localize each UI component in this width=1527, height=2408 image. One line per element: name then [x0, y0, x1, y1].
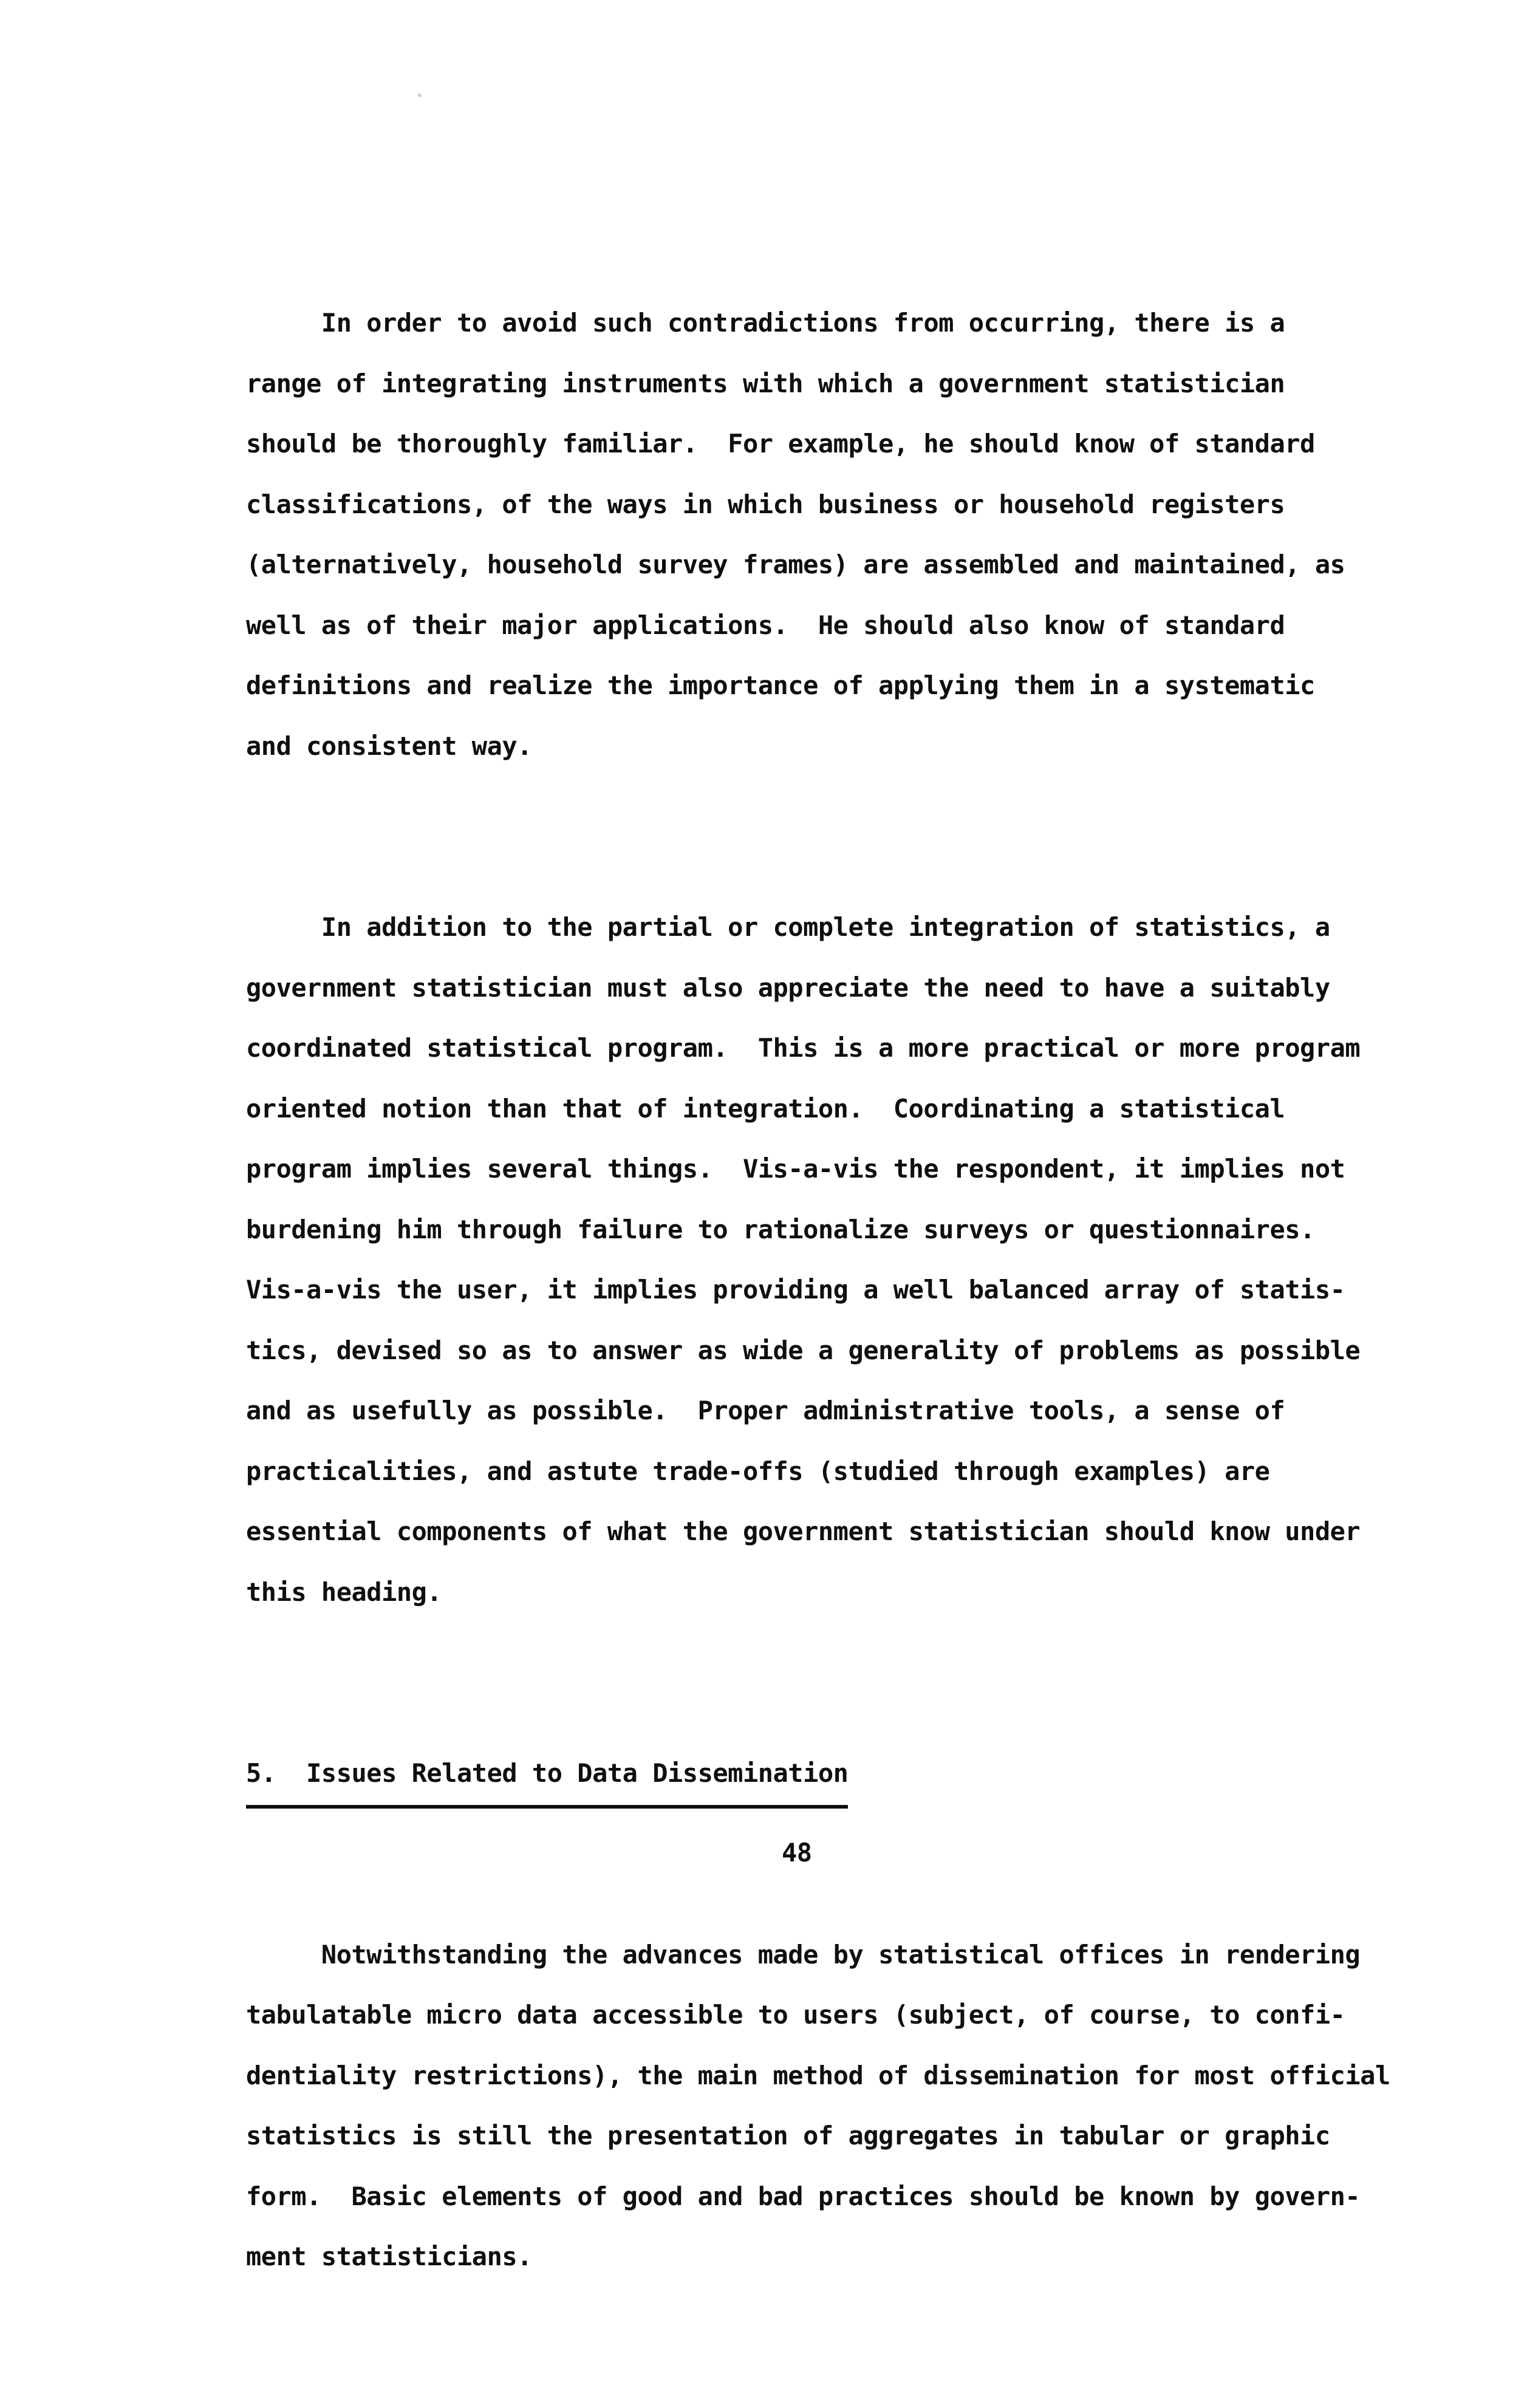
text-line: In order to avoid such contradictions from occurring, there is a	[246, 308, 1285, 338]
text-line: statistics is still the presentation of aggregates in tabular or graphic	[246, 2121, 1330, 2150]
text-line: essential components of what the government statistician should know under	[246, 1516, 1361, 1546]
scan-speck	[418, 94, 422, 97]
text-line: oriented notion than that of integration. Coordinating a statistical	[246, 1093, 1285, 1124]
text-line: form. Basic elements of good and bad practices should be known by govern-	[246, 2181, 1361, 2211]
section-heading	[246, 1743, 1390, 1804]
text-line: burdening him through failure to rationalize surveys or questionnaires.	[246, 1214, 1315, 1244]
section-heading-text: 5. Issues Related to Data Dissemination	[246, 1743, 848, 1809]
text-line: program implies several things. Vis-a-vis the respondent, it implies not	[246, 1154, 1345, 1184]
text-line: coordinated statistical program. This is a more practical or more program	[246, 1033, 1361, 1063]
text-line: tics, devised so as to answer as wide a generality of problems as possible	[246, 1335, 1361, 1365]
text-line: practicalities, and astute trade-offs (studied through examples) are	[246, 1456, 1270, 1486]
text-line: ment statisticians.	[246, 2242, 532, 2271]
text-line: Notwithstanding the advances made by statistical offices in rendering	[246, 1939, 1361, 1970]
paragraph-1	[246, 293, 1390, 776]
text-line: and consistent way.	[246, 731, 532, 761]
text-line: range of integrating instruments with which a government statistician	[246, 368, 1285, 398]
paragraph-3	[246, 1925, 1390, 2287]
text-line: dentiality restrictions), the main method of dissemination for most official	[246, 2060, 1390, 2090]
text-line: classifications, of the ways in which business or household registers	[246, 489, 1285, 519]
text-line: Vis-a-vis the user, it implies providing a well balanced array of statis-	[246, 1275, 1345, 1305]
text-line: government statistician must also appreciate the need to have a suitably	[246, 972, 1330, 1003]
text-line: this heading.	[246, 1577, 442, 1607]
document-body	[246, 172, 1390, 2408]
text-line: should be thoroughly familiar. For example, he should know of standard	[246, 429, 1315, 459]
text-line: tabulatable micro data accessible to users (subject, of course, to confi-	[246, 2000, 1345, 2030]
paragraph-2	[246, 897, 1390, 1622]
text-line: definitions and realize the importance of applying them in a systematic	[246, 670, 1315, 700]
text-line: In addition to the partial or complete integration of statistics, a	[246, 912, 1330, 942]
page-number: 48	[782, 1838, 812, 1867]
text-line: (alternatively, household survey frames) are assembled and maintained, as	[246, 550, 1345, 579]
text-line: well as of their major applications. He should also know of standard	[246, 610, 1285, 640]
text-line: and as usefully as possible. Proper administrative tools, a sense of	[246, 1396, 1285, 1425]
